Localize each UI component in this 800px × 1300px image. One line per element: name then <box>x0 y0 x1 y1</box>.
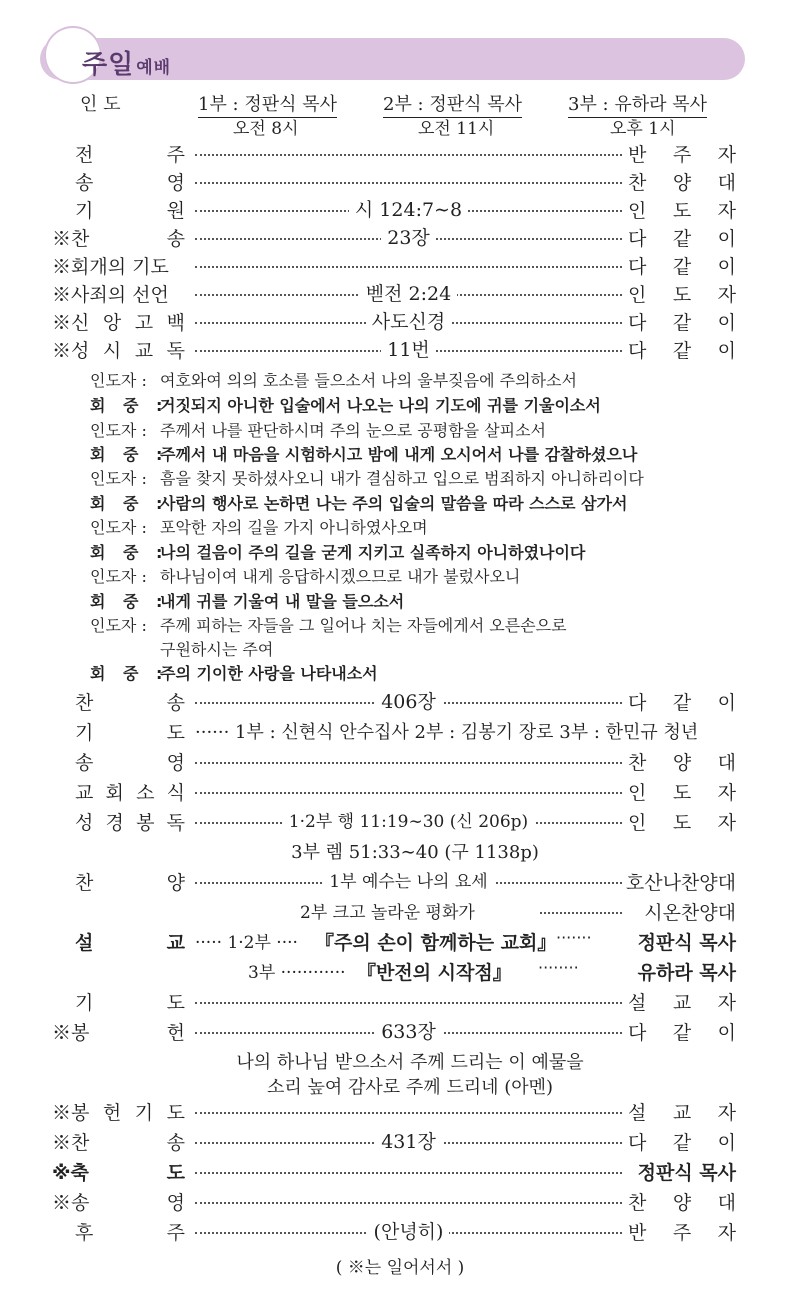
offering-line-1: 나의 하나님 받으소서 주께 드리는 이 예물을 <box>236 1052 584 1073</box>
service3-leader: 3부 : 유하라 목사 <box>568 90 707 118</box>
speaker-label: 인도자 : <box>90 518 147 537</box>
service2-leader: 2부 : 정판식 목사 <box>383 90 522 118</box>
order-item-doxology: ※송 영 찬 양 대 <box>52 1192 736 1214</box>
order-item-role: 다 같 이 <box>628 340 736 362</box>
speaker-label: 인도자 : <box>90 567 147 586</box>
reading-text: 사람의 행사로 논하면 나는 주의 입술의 말씀을 따라 스스로 삼가서 <box>160 494 628 513</box>
order-item-label: ※회개의 기도 <box>52 256 169 278</box>
order-item-sermon-2: 3부 ············ 『반전의 시작점』 ········ 유하라 목사 <box>248 958 736 984</box>
reading-text: 주의 기이한 사랑을 나타내소서 <box>160 664 378 683</box>
congregation-line <box>90 540 585 563</box>
order-item-role: 다 같 이 <box>628 256 736 278</box>
reading-text: 거짓되지 아니한 입술에서 나오는 나의 기도에 귀를 기울이소서 <box>160 396 601 415</box>
leader-line <box>90 466 644 489</box>
speaker-label: 인도자 : <box>90 421 147 440</box>
order-item-prayer: 기 도 ······ 1부 : 신현식 안수집사 2부 : 김봉기 장로 3부 : 한민규 청년 <box>75 722 699 744</box>
speaker-label: 인도자 : <box>90 371 147 390</box>
reading-text: 구원하시는 주여 <box>160 640 274 659</box>
order-item-detail: 벧전 2:24 <box>360 283 457 305</box>
order-item-detail: 23장 <box>381 227 436 249</box>
order-item-offering-prayer: ※봉 헌 기 도 설 교 자 <box>52 1102 736 1124</box>
reading-text: 주께서 나를 판단하시며 주의 눈으로 공평함을 살피소서 <box>160 421 547 440</box>
service3-time: 오후 1시 <box>610 119 676 139</box>
reading-text: 흠을 찾지 못하셨사오니 내가 결심하고 입으로 범죄하지 아니하리이다 <box>160 469 644 488</box>
order-item <box>0 224 800 252</box>
order-item <box>0 168 800 196</box>
order-item-praise: 송 영 찬 양 대 <box>75 752 736 774</box>
order-item-role: 인 도 자 <box>628 200 736 222</box>
order-item-label: 송 영 <box>75 172 185 194</box>
leader-line <box>90 515 428 538</box>
order-item <box>0 280 800 308</box>
leader-line <box>90 564 520 587</box>
order-item-blessing: ※축 도 정판식 목사 <box>52 1162 736 1184</box>
congregation-line <box>90 393 601 416</box>
footer-note: ( ※는 일어서서 ) <box>335 1258 465 1278</box>
leader-line <box>90 418 546 441</box>
order-item-choir: 찬 양 1부 예수는 나의 요세 호산나찬양대 <box>75 872 736 894</box>
order-item-role: 다 같 이 <box>628 228 736 250</box>
order-item-label: ※성 시 교 독 <box>52 340 185 362</box>
order-item <box>0 308 800 336</box>
order-item-choir-2: 2부 크고 놀라운 평화가 시온찬양대 <box>0 898 800 926</box>
order-item-label: 기 원 <box>75 200 185 222</box>
order-item <box>0 140 800 168</box>
speaker-label: 회 중 : <box>90 494 169 513</box>
congregation-line <box>90 661 378 684</box>
order-item-label: ※신 앙 고 백 <box>52 312 185 334</box>
order-item-role: 인 도 자 <box>628 284 736 306</box>
order-item-detail: 11번 <box>381 339 436 361</box>
reading-line2: 3부 렘 51:33∼40 (구 1138p) <box>291 842 539 863</box>
congregation-line <box>90 589 404 612</box>
order-item-hymn: 찬 송 406장 다 같 이 <box>75 691 736 714</box>
order-item-detail: 사도신경 <box>366 311 451 333</box>
order-item-detail: 시 124:7∼8 <box>349 199 468 221</box>
order-item-role: 반 주 자 <box>628 144 736 166</box>
order-item <box>0 336 800 364</box>
congregation-line <box>90 442 637 465</box>
section-title: 주일 예배 <box>82 50 172 80</box>
dot-leader <box>195 266 622 268</box>
reading-text: 내게 귀를 기울여 내 말을 들으소서 <box>160 592 405 611</box>
order-item <box>0 252 800 280</box>
order-item-offering: ※봉 헌 633장 다 같 이 <box>52 1021 736 1044</box>
speaker-label: 회 중 : <box>90 396 169 415</box>
intro-label: 인 도 <box>80 94 121 115</box>
service2-time: 오전 11시 <box>418 119 495 139</box>
speaker-label: 인도자 : <box>90 469 147 488</box>
leader-line <box>90 613 567 636</box>
leader-line <box>90 368 577 391</box>
order-item-label: ※찬 송 <box>52 228 185 250</box>
service1-time: 오전 8시 <box>233 119 299 139</box>
order-item-prayer2: 기 도 설 교 자 <box>75 992 736 1014</box>
order-item-role: 찬 양 대 <box>628 172 736 194</box>
speaker-label: 인도자 : <box>90 616 147 635</box>
order-item-reading: 성 경 봉 독 1·2부 행 11:19∼30 (신 206p) 인 도 자 <box>75 812 736 834</box>
speaker-label: 회 중 : <box>90 543 169 562</box>
order-item-sermon: 설 교 ····· 1·2부 ···· 『주의 손이 함께하는 교회』 ······· 정판식 목사 <box>75 928 736 954</box>
order-item-postlude: 후 주 (안녕히) 반 주 자 <box>75 1221 736 1244</box>
reading-text: 주께서 내 마음을 시험하시고 밤에 내게 오시어서 나를 감찰하셨으나 <box>160 445 638 464</box>
order-item-hymn2: ※찬 송 431장 다 같 이 <box>52 1131 736 1154</box>
speaker-label: 회 중 : <box>90 664 169 683</box>
order-item-news: 교 회 소 식 인 도 자 <box>75 782 736 804</box>
congregation-line <box>90 491 627 514</box>
order-item-label: 전 주 <box>75 144 185 166</box>
order-item <box>0 196 800 224</box>
speaker-label: 회 중 : <box>90 445 169 464</box>
reading-text: 여호와여 의의 호소를 들으소서 나의 울부짖음에 주의하소서 <box>160 371 577 390</box>
reading-text: 포악한 자의 길을 가지 아니하였사오며 <box>160 518 428 537</box>
service1-leader: 1부 : 정판식 목사 <box>198 90 337 118</box>
leader-line <box>90 637 273 660</box>
reading-text: 하나님이여 내게 응답하시겠으므로 내가 불렀사오니 <box>160 567 521 586</box>
order-item-label: ※사죄의 선언 <box>52 284 169 306</box>
speaker-label: 회 중 : <box>90 592 169 611</box>
dot-leader <box>195 182 622 184</box>
order-item-role: 다 같 이 <box>628 312 736 334</box>
reading-text: 나의 걸음이 주의 길을 굳게 지키고 실족하지 아니하였나이다 <box>160 543 586 562</box>
dot-leader <box>195 154 622 156</box>
offering-line-2: 소리 높여 감사로 주께 드리네 (아멘) <box>266 1077 554 1098</box>
reading-text: 주께 피하는 자들을 그 일어나 치는 자들에게서 오른손으로 <box>160 616 567 635</box>
